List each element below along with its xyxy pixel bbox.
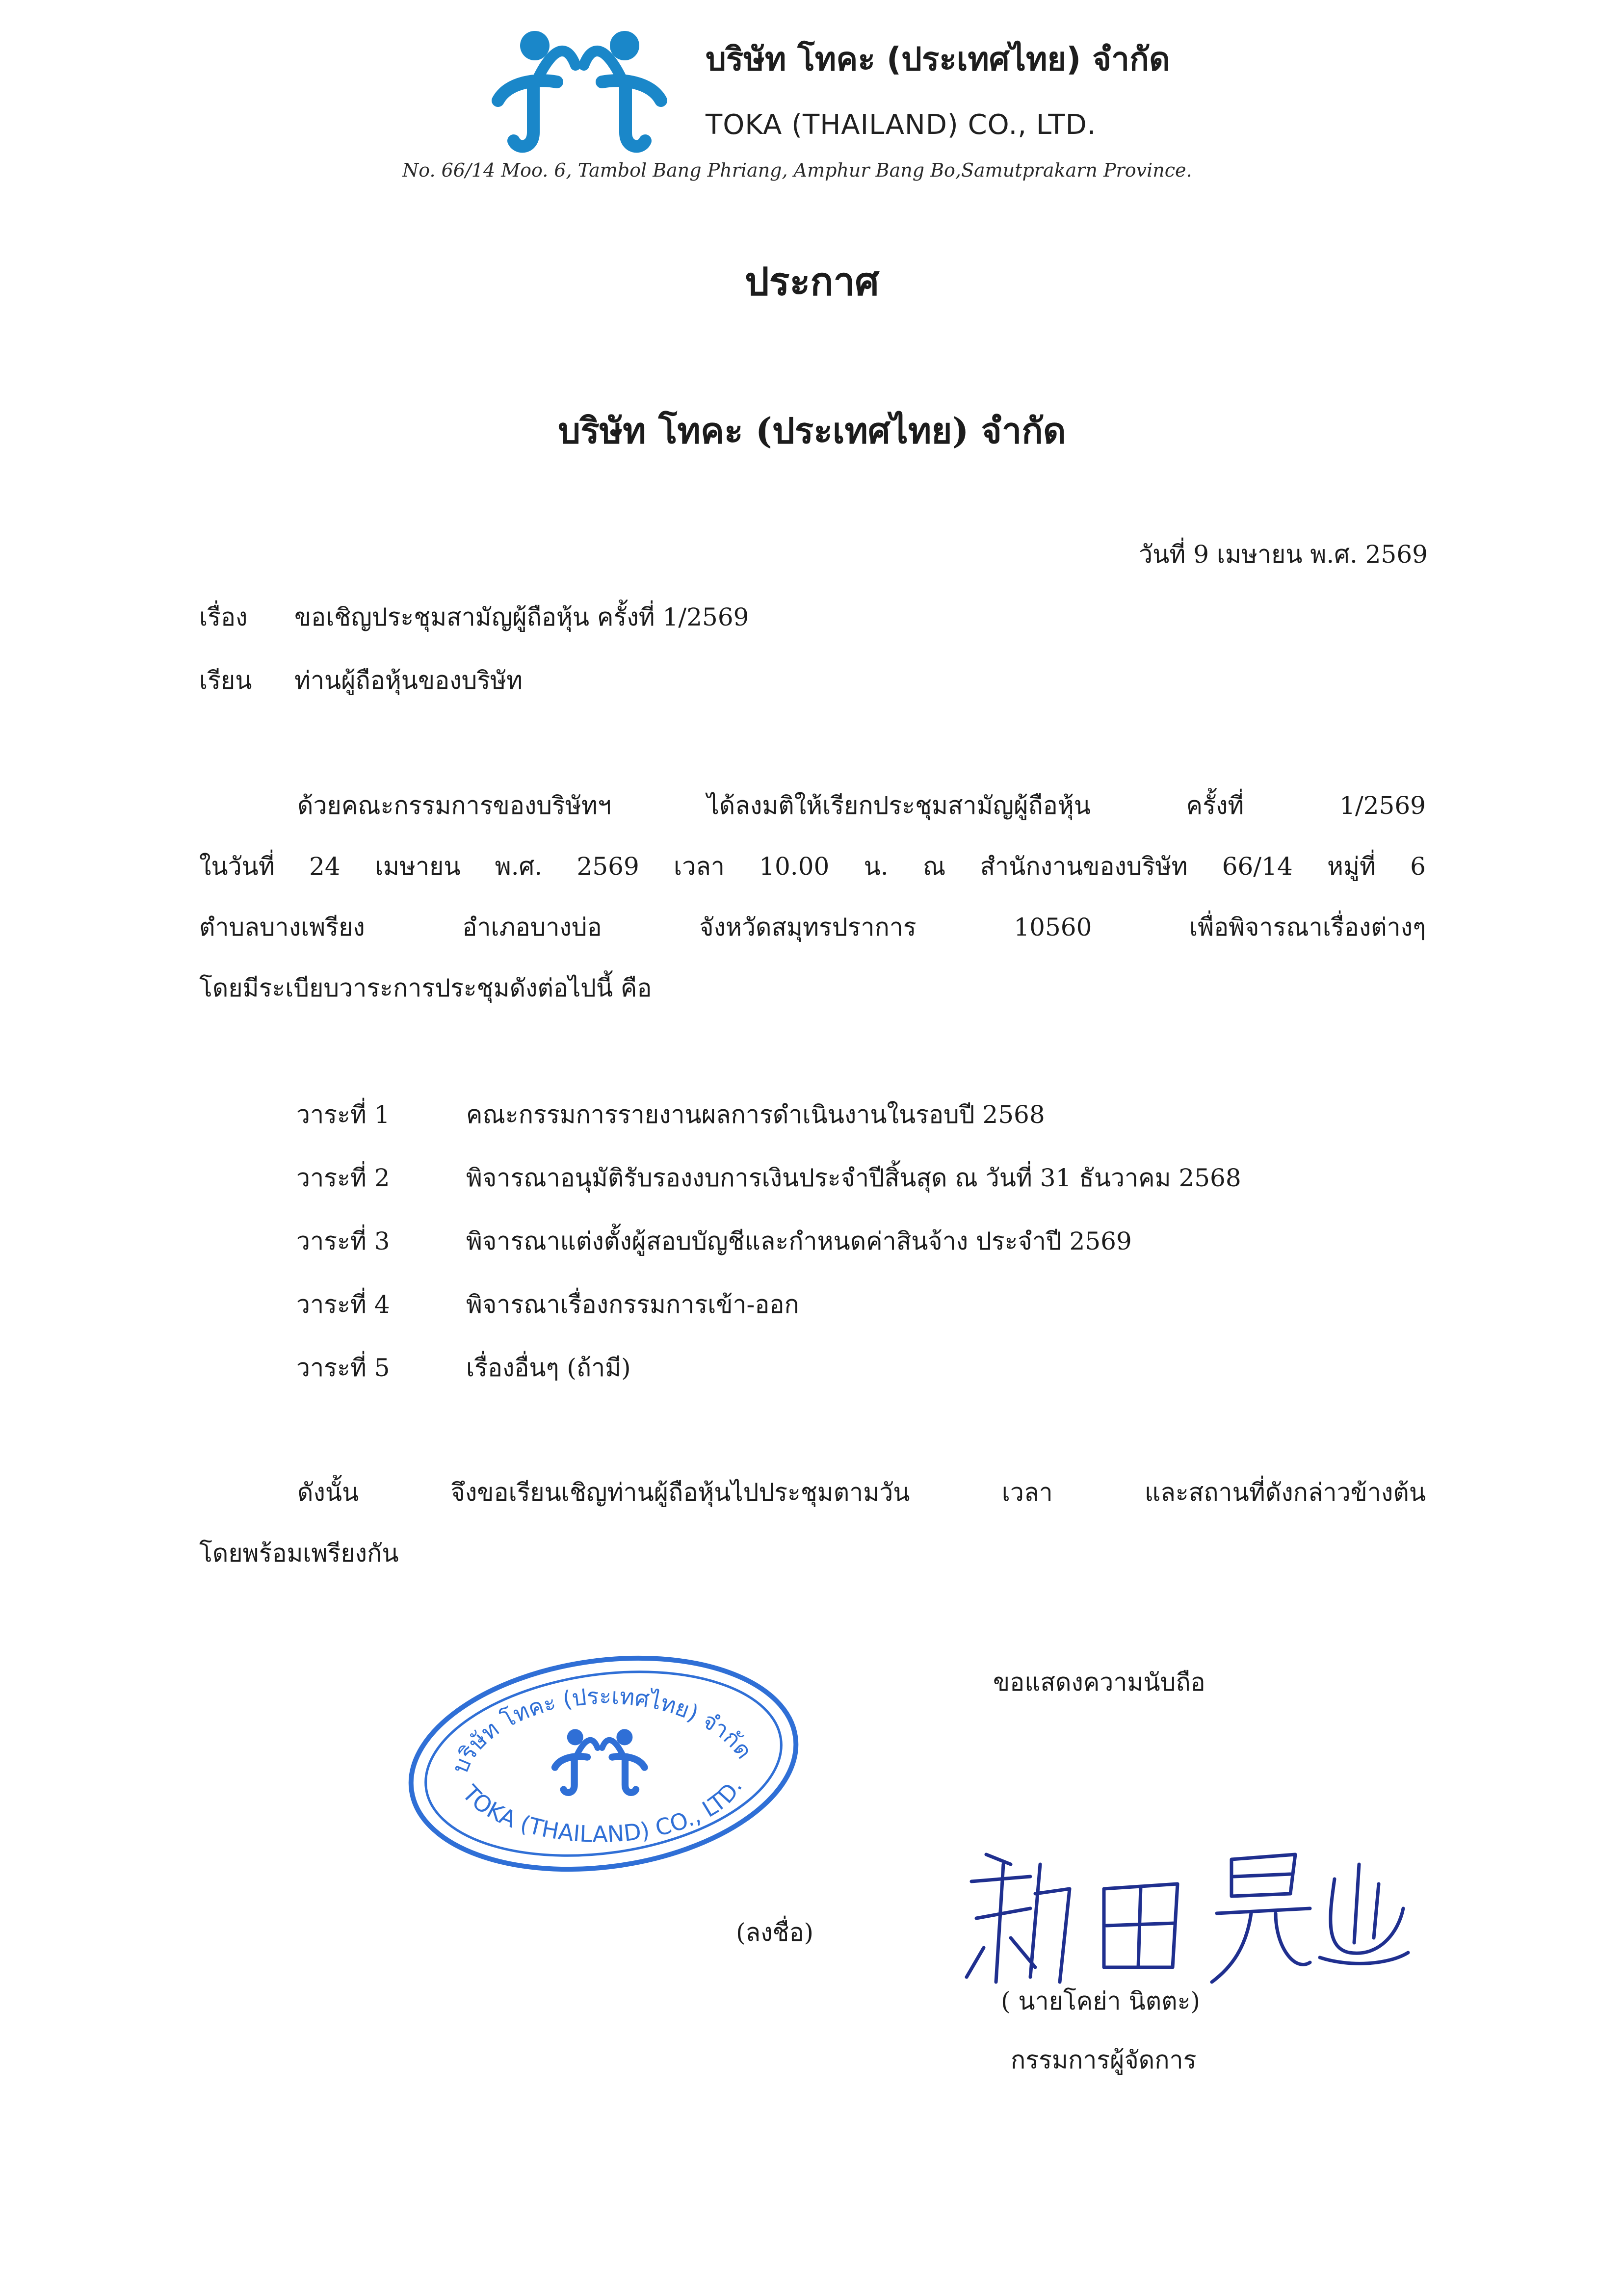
agenda-item-label: วาระที่ 5	[296, 1354, 390, 1382]
stamp-text-bottom: TOKA (THAILAND) CO., LTD.	[457, 1775, 748, 1848]
svg-text:บริษัท โทคะ (ประเทศไทย) จำกัด	[446, 1683, 758, 1777]
company-heading: บริษัท โทคะ (ประเทศไทย) จำกัด	[558, 410, 1066, 451]
logo-head-right	[610, 31, 639, 60]
subject-label: เรื่อง	[199, 603, 248, 631]
paragraph1-line: ด้วยคณะกรรมการของบริษัทฯ ได้ลงมติให้เรียกประชุมสามัญผู้ถือหุ้น ครั้งที่ 1/2569	[297, 791, 1426, 820]
agenda-item-text: พิจารณาเรื่องกรรมการเข้า-ออก	[466, 1290, 799, 1319]
agenda-item-text: พิจารณาแต่งตั้งผู้สอบบัญชีและกำหนดค่าสินจ้าง ประจำปี 2569	[466, 1227, 1132, 1255]
agenda-item-text: พิจารณาอนุมัติรับรองงบการเงินประจำปีสิ้นสุด ณ วันที่ 31 ธันวาคม 2568	[466, 1164, 1241, 1192]
stamp-logo-icon	[555, 1729, 645, 1792]
announcement-heading: ประกาศ	[745, 260, 879, 304]
paragraph1-line: โดยมีระเบียบวาระการประชุมดังต่อไปนี้ คือ	[199, 974, 652, 1002]
recipient-label: เรียน	[199, 666, 252, 695]
company-stamp	[402, 1653, 805, 1874]
agenda-item-label: วาระที่ 1	[296, 1100, 390, 1129]
company-name-th: บริษัท โทคะ (ประเทศไทย) จำกัด	[706, 40, 1170, 78]
subject-text: ขอเชิญประชุมสามัญผู้ถือหุ้น ครั้งที่ 1/2569	[294, 603, 749, 631]
agenda-item-label: วาระที่ 3	[296, 1227, 390, 1255]
agenda-item-text: คณะกรรมการรายงานผลการดำเนินงานในรอบปี 2568	[466, 1100, 1045, 1129]
agenda-item-label: วาระที่ 4	[296, 1290, 390, 1319]
stamp-text-top: บริษัท โทคะ (ประเทศไทย) จำกัด	[446, 1682, 758, 1777]
letter-date: วันที่ 9 เมษายน พ.ศ. 2569	[1139, 540, 1428, 569]
paragraph1-line: ตำบลบางเพรียง อำเภอบางบ่อ จังหวัดสมุทรปราการ 10560 เพื่อพิจารณาเรื่องต่างๆ	[199, 913, 1426, 941]
signature-label: (ลงชื่อ)	[736, 1918, 814, 1947]
company-name-en: TOKA (THAILAND) CO., LTD.	[706, 109, 1097, 141]
agenda-item-label: วาระที่ 2	[296, 1164, 390, 1192]
logo-head-left	[520, 31, 550, 60]
svg-text:TOKA (THAILAND) CO., LTD.	[457, 1775, 747, 1848]
company-logo	[488, 27, 670, 155]
recipient-text: ท่านผู้ถือหุ้นของบริษัท	[294, 666, 523, 695]
signer-title: กรรมการผู้จัดการ	[1011, 2046, 1197, 2074]
signer-name: ( นายโคย่า นิตตะ)	[1001, 1987, 1201, 2015]
closing-regards: ขอแสดงความนับถือ	[993, 1668, 1205, 1696]
paragraph2-line: โดยพร้อมเพรียงกัน	[199, 1539, 399, 1567]
paragraph1-line: ในวันที่ 24 เมษายน พ.ศ. 2569 เวลา 10.00 น. ณ สำนักงานของบริษัท 66/14 หมู่ที่ 6	[199, 852, 1426, 881]
company-address: No. 66/14 Moo. 6, Tambol Bang Phriang, Amphur Bang Bo,Samutprakarn Province.	[402, 159, 1192, 181]
agenda-item-text: เรื่องอื่นๆ (ถ้ามี)	[466, 1354, 631, 1382]
paragraph2-line: ดังนั้น จึงขอเรียนเชิญท่านผู้ถือหุ้นไปประชุมตามวัน เวลา และสถานที่ดังกล่าวข้างต้น	[297, 1478, 1426, 1507]
handwritten-signature	[957, 1835, 1413, 1997]
